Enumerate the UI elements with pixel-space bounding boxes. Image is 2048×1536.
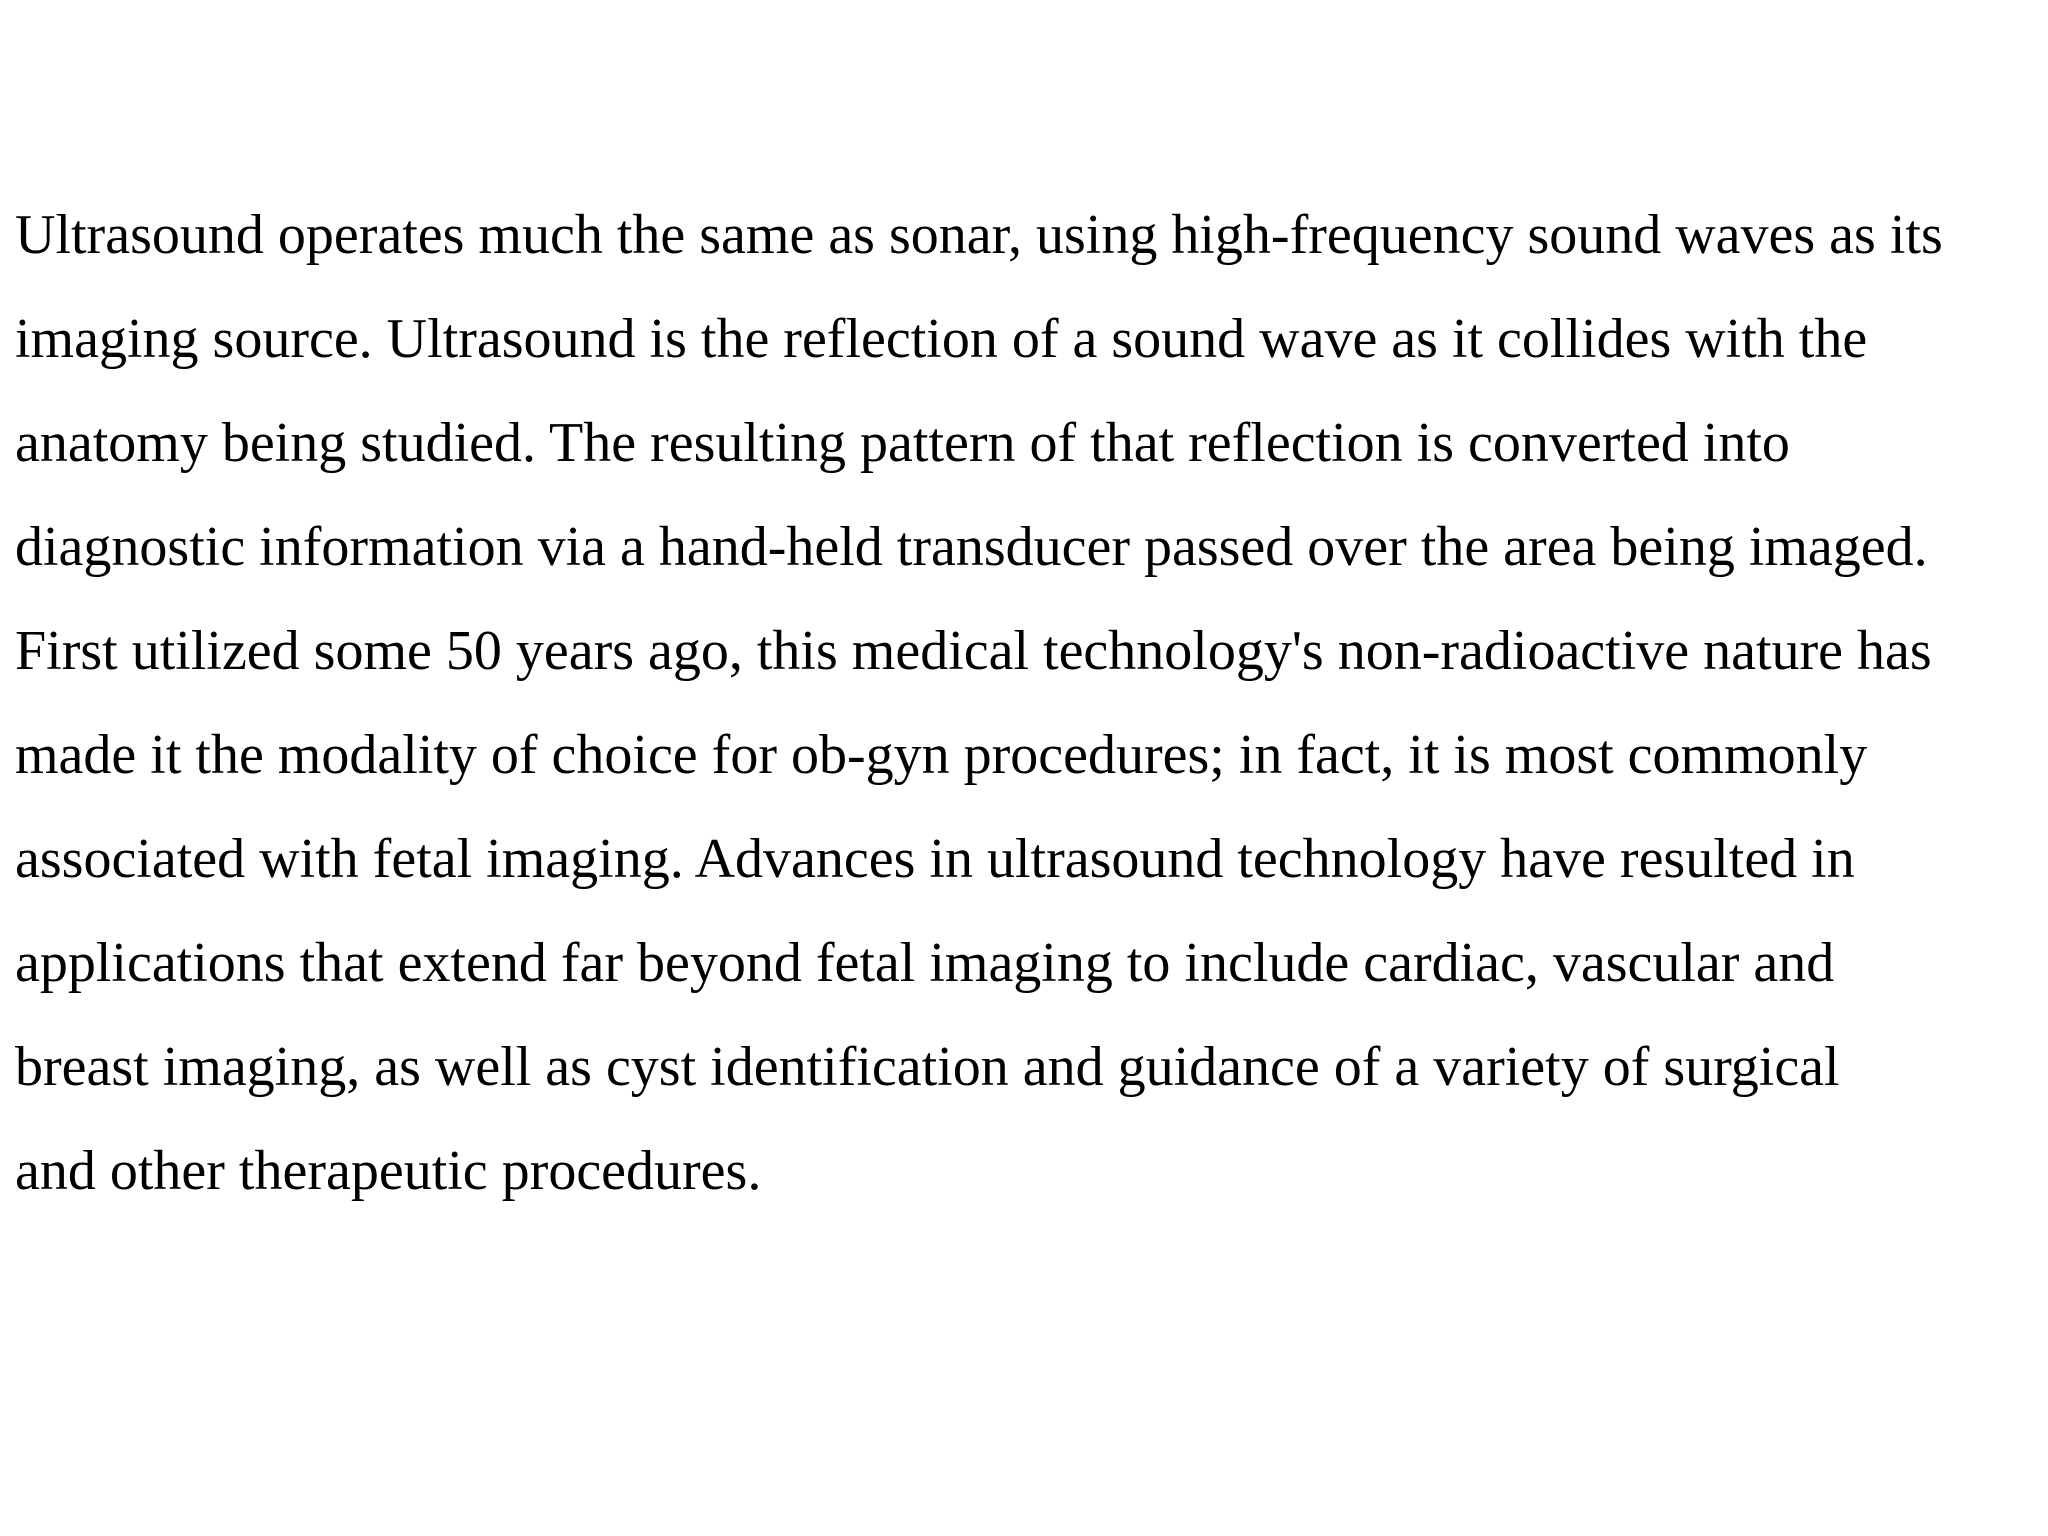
paragraph-line-3: anatomy being studied. The resulting pattern of that reflection is converted into <box>15 412 1790 474</box>
paragraph-line-5: First utilized some 50 years ago, this medical technology's non-radioactive nature has <box>15 620 1932 682</box>
paragraph-line-4: diagnostic information via a hand-held transducer passed over the area being imaged. <box>15 516 1928 578</box>
paragraph-line-10: and other therapeutic procedures. <box>15 1140 762 1202</box>
paragraph-line-6: made it the modality of choice for ob-gyn procedures; in fact, it is most commonly <box>15 724 1868 786</box>
paragraph-line-2: imaging source. Ultrasound is the reflection of a sound wave as it collides with the <box>15 308 1868 370</box>
paragraph-line-8: applications that extend far beyond fetal imaging to include cardiac, vascular and <box>15 932 1835 994</box>
paragraph-line-1: Ultrasound operates much the same as sonar, using high-frequency sound waves as its <box>15 204 1943 266</box>
paragraph-line-7: associated with fetal imaging. Advances in ultrasound technology have resulted in <box>15 828 1855 890</box>
body-paragraph <box>15 183 2035 1223</box>
paragraph-line-9: breast imaging, as well as cyst identification and guidance of a variety of surgical <box>15 1036 1840 1098</box>
